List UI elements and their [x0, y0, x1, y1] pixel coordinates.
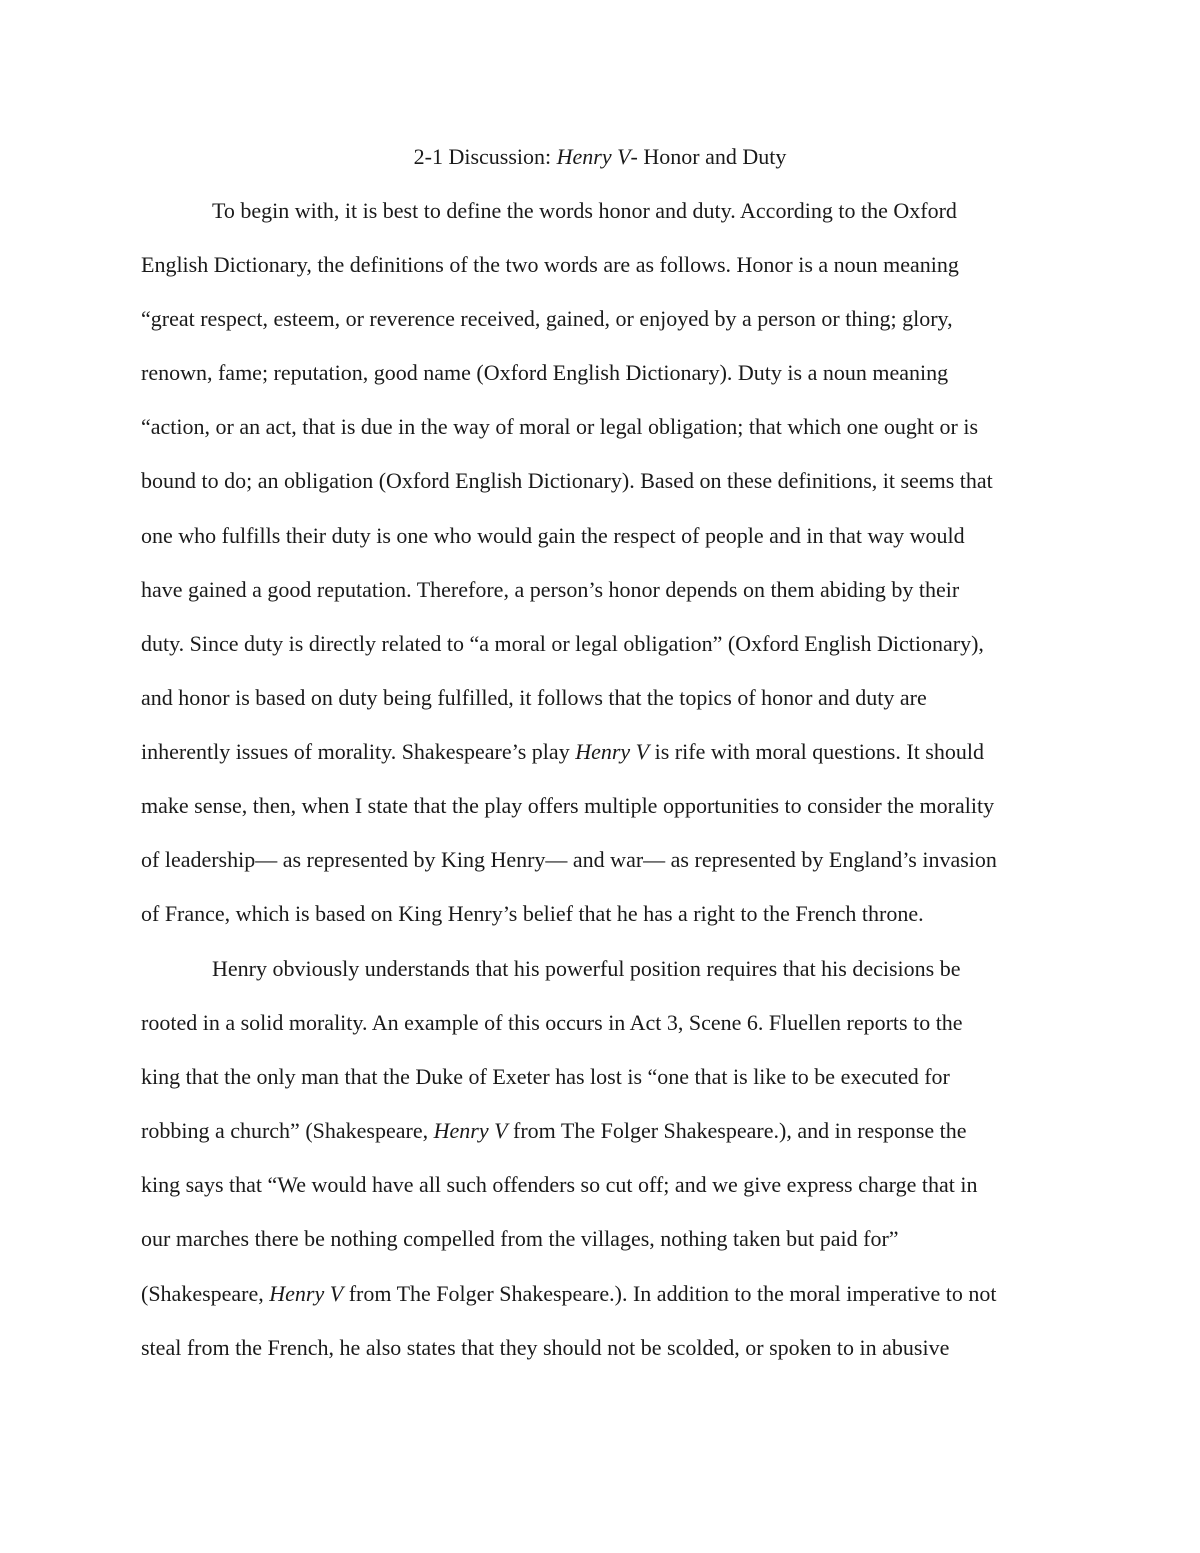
- text-segment: from The Folger Shakespeare.). In addition to the moral imperative to not: [343, 1280, 997, 1306]
- italic-title-ref: Henry V: [575, 738, 650, 764]
- text-segment: renown, fame; reputation, good name (Oxford English Dictionary). Duty is a noun meaning: [141, 360, 949, 386]
- text-line: [141, 1008, 1071, 1062]
- text-line: [141, 1333, 1071, 1387]
- text-line: [141, 845, 1071, 899]
- text-segment: duty. Since duty is directly related to “a moral or legal obligation” (Oxford English Dictionary),: [141, 630, 984, 656]
- text-segment: English Dictionary, the definitions of the two words are as follows. Honor is a noun meaning: [141, 252, 959, 278]
- text-segment: and honor is based on duty being fulfilled, it follows that the topics of honor and duty are: [141, 684, 927, 710]
- text-segment: of France, which is based on King Henry’s belief that he has a right to the French throne.: [141, 901, 924, 927]
- text-line: [141, 683, 1071, 737]
- text-line: [141, 954, 1071, 1008]
- text-segment: is rife with moral questions. It should: [649, 738, 984, 764]
- text-line: [141, 304, 1071, 358]
- text-segment: robbing a church” (Shakespeare,: [141, 1118, 434, 1144]
- text-line: [141, 250, 1071, 304]
- italic-title-ref: Henry V: [269, 1280, 344, 1306]
- text-line: [141, 1116, 1071, 1170]
- text-line: [141, 1062, 1071, 1116]
- title-prefix: 2-1 Discussion:: [413, 144, 557, 169]
- text-line: [141, 629, 1071, 683]
- text-line: [141, 737, 1071, 791]
- text-line: [141, 466, 1071, 520]
- text-segment: from The Folger Shakespeare.), and in response the: [507, 1118, 967, 1144]
- text-line: [141, 1224, 1071, 1278]
- paragraph-2: [141, 954, 1071, 1387]
- text-segment: our marches there be nothing compelled from the villages, nothing taken but paid for”: [141, 1226, 899, 1252]
- title-play-name: Henry V: [556, 144, 631, 169]
- text-segment: king that the only man that the Duke of Exeter has lost is “one that is like to be executed for: [141, 1064, 950, 1090]
- text-segment: king says that “We would have all such offenders so cut off; and we give express charge that in: [141, 1172, 978, 1198]
- text-segment: To begin with, it is best to define the words honor and duty. According to the Oxford: [212, 198, 957, 223]
- text-line: [141, 791, 1071, 845]
- text-segment: bound to do; an obligation (Oxford English Dictionary). Based on these definitions, it seems that: [141, 468, 993, 494]
- text-segment: inherently issues of morality. Shakespeare’s play: [141, 738, 576, 764]
- text-segment: (Shakespeare,: [141, 1280, 270, 1306]
- text-line: [141, 1279, 1071, 1333]
- italic-title-ref: Henry V: [433, 1118, 508, 1144]
- text-segment: “great respect, esteem, or reverence received, gained, or enjoyed by a person or thing; glory,: [141, 306, 953, 332]
- document-title: [0, 142, 1200, 172]
- text-line: [141, 358, 1071, 412]
- text-line: [141, 196, 1071, 250]
- text-segment: “action, or an act, that is due in the way of moral or legal obligation; that which one ought or is: [141, 414, 978, 440]
- text-line: [141, 521, 1071, 575]
- text-segment: Henry obviously understands that his powerful position requires that his decisions be: [212, 956, 961, 981]
- text-segment: steal from the French, he also states that they should not be scolded, or spoken to in abusive: [141, 1334, 950, 1360]
- text-segment: of leadership— as represented by King Henry— and war— as represented by England’s invasion: [141, 847, 997, 873]
- title-suffix: - Honor and Duty: [630, 144, 787, 169]
- text-segment: make sense, then, when I state that the play offers multiple opportunities to consider the morality: [141, 793, 995, 819]
- text-segment: one who fulfills their duty is one who would gain the respect of people and in that way would: [141, 522, 965, 548]
- text-segment: have gained a good reputation. Therefore, a person’s honor depends on them abiding by their: [141, 576, 960, 602]
- text-line: [141, 1170, 1071, 1224]
- text-segment: rooted in a solid morality. An example of this occurs in Act 3, Scene 6. Fluellen reports to the: [141, 1010, 963, 1036]
- text-line: [141, 412, 1071, 466]
- text-line: [141, 575, 1071, 629]
- paragraph-1: [141, 196, 1071, 953]
- text-line: [141, 899, 1071, 953]
